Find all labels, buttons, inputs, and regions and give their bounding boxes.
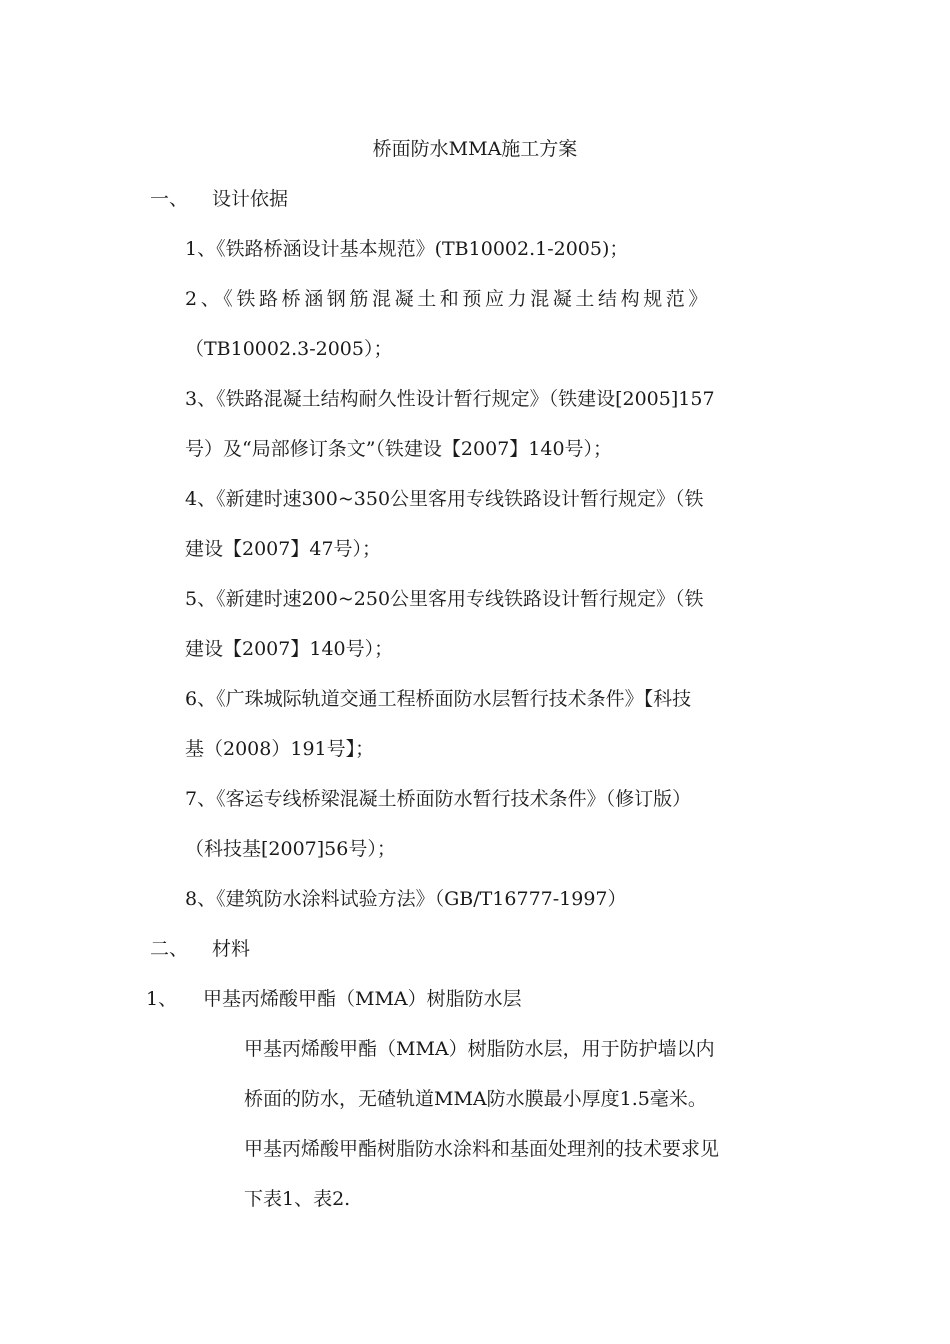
paragraph-line-1: 甲基丙烯酸甲酯（MMA）树脂防水层，用于防护墙以内	[244, 1038, 715, 1060]
reference-2-line-2: （TB10002.3-2005）；	[185, 338, 393, 360]
document-title: 桥面防水MMA施工方案	[372, 138, 578, 160]
reference-3-line-1: 3、《铁路混凝土结构耐久性设计暂行规定》（铁建设[2005]157	[185, 388, 715, 410]
paragraph-line-2: 桥面的防水，无碴轨道MMA防水膜最小厚度1.5毫米。	[244, 1088, 707, 1110]
section-1-number: 一、	[150, 188, 189, 210]
paragraph-line-3: 甲基丙烯酸甲酯树脂防水涂料和基面处理剂的技术要求见	[244, 1138, 720, 1160]
reference-7-line-2: （科技基[2007]56号）；	[185, 838, 396, 860]
reference-6-line-1: 6、《广珠城际轨道交通工程桥面防水层暂行技术条件》【科技	[185, 688, 692, 710]
section-1-heading: 设计依据	[212, 188, 289, 210]
reference-5-line-1: 5、《新建时速200~250公里客用专线铁路设计暂行规定》（铁	[185, 588, 704, 610]
reference-3-line-2: 号）及“局部修订条文”（铁建设【2007】140号）；	[185, 438, 613, 460]
reference-6-line-2: 基（2008）191号】；	[185, 738, 375, 760]
reference-5-line-2: 建设【2007】140号）；	[185, 638, 394, 660]
subsection-1-number: 1、	[146, 988, 178, 1010]
paragraph-line-4: 下表1、表2.	[244, 1188, 351, 1210]
reference-1: 1、《铁路桥涵设计基本规范》(TB10002.1-2005)；	[185, 238, 629, 260]
subsection-1-heading: 甲基丙烯酸甲酯（MMA）树脂防水层	[203, 988, 522, 1010]
section-2-heading: 材料	[212, 938, 251, 960]
reference-4-line-1: 4、《新建时速300~350公里客用专线铁路设计暂行规定》（铁	[185, 488, 704, 510]
reference-7-line-1: 7、《客运专线桥梁混凝土桥面防水暂行技术条件》（修订版）	[185, 788, 692, 810]
reference-2-line-1: 2、《铁路桥涵钢筋混凝土和预应力混凝土结构规范》	[185, 288, 711, 310]
reference-8: 8、《建筑防水涂料试验方法》（GB/T16777-1997）	[185, 888, 627, 910]
section-2-number: 二、	[150, 938, 189, 960]
reference-4-line-2: 建设【2007】47号）；	[185, 538, 382, 560]
